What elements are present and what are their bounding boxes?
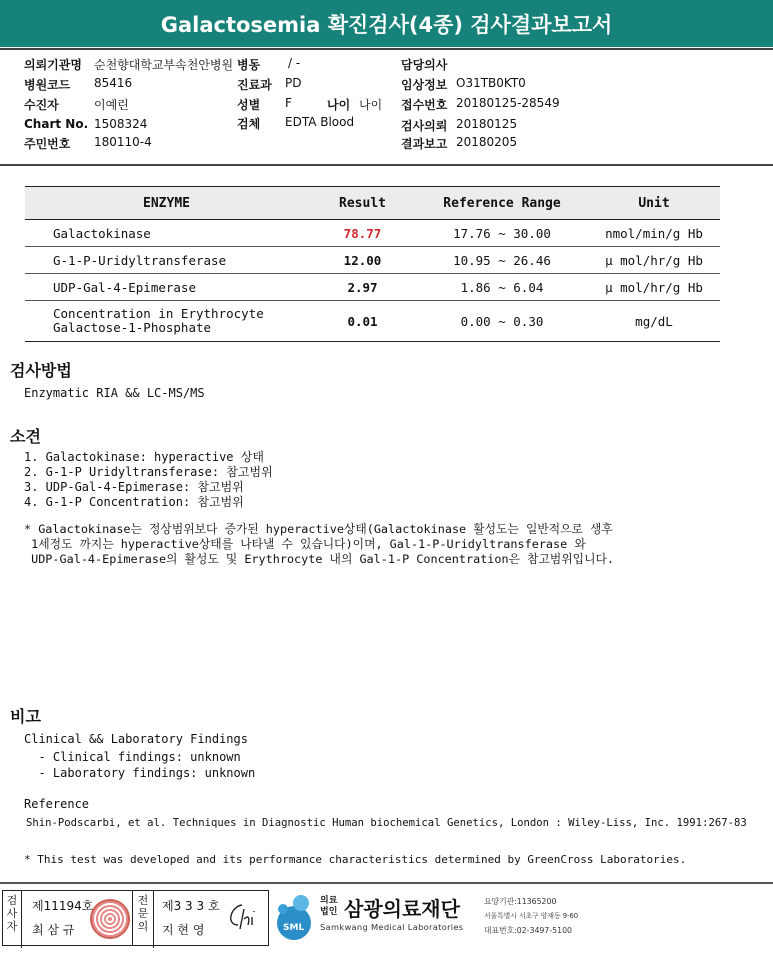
result-value: 2.97 [309, 274, 416, 301]
col-header-unit: Unit [588, 187, 720, 220]
unit: μ mol/hr/g Hb [588, 274, 720, 301]
report-title: Galactosemia 확진검사(4종) 검사결과보고서 [0, 0, 773, 47]
lab-phone: 대표번호:02-3497-5100 [484, 926, 572, 935]
enzyme-name-line2: Galactose-1-Phosphate [53, 320, 212, 335]
specialist-cell [154, 891, 267, 945]
report-date-label: 결과보고 [401, 137, 448, 151]
reference-label: Reference [24, 797, 90, 811]
request-value: 20180125 [456, 117, 518, 131]
finding-item: 2. G-1-P Uridyltransferase: 참고범위 [24, 465, 273, 479]
findings-note-line: 1세정도 까지는 hyperactive상태를 나타낼 수 있습니다)이며, Gal-1-P-Uridyltransferase 와 [24, 537, 586, 551]
findings-note-line: UDP-Gal-4-Epimerase의 활성도 및 Erythrocyte 내의 Gal-1-P Concentration은 참고범위입니다. [24, 552, 614, 566]
specialist-name: 지 현 영 [162, 923, 205, 937]
institution-label: 의뢰기관명 [24, 58, 82, 72]
reference-range: 17.76 ~ 30.00 [416, 220, 588, 247]
chart-label: Chart No. [24, 117, 89, 131]
footer-rule [0, 882, 773, 884]
unit: mg/dL [588, 301, 720, 342]
enzyme-name-line1: Concentration in Erythrocyte [53, 306, 264, 321]
tester-name: 최 삼 규 [32, 923, 75, 937]
ward-value: / - [288, 56, 301, 70]
specialist-license: 제3 3 3 호 [162, 899, 220, 913]
table-row [25, 220, 720, 247]
col-header-enzyme: ENZYME [25, 187, 309, 220]
dept-label: 진료과 [237, 78, 272, 92]
finding-item: 4. G-1-P Concentration: 참고범위 [24, 495, 244, 509]
dept-value: PD [285, 76, 302, 90]
name-value: 이예린 [94, 98, 129, 112]
method-text: Enzymatic RIA && LC-MS/MS [24, 386, 205, 400]
result-value-high: 78.77 [309, 220, 416, 247]
tester-cell [22, 891, 133, 945]
remarks-line: Clinical && Laboratory Findings [24, 732, 248, 746]
tester-label: 검사자 [3, 891, 22, 948]
enzyme-name: Galactokinase [25, 220, 309, 247]
clinic-label: 임상정보 [401, 78, 448, 92]
hospcode-label: 병원코드 [24, 78, 71, 92]
unit: nmol/min/g Hb [588, 220, 720, 247]
doctor-label: 담당의사 [401, 58, 448, 72]
header-top-rule [0, 48, 773, 50]
chart-value: 1508324 [94, 117, 148, 131]
hospcode-value: 85416 [94, 76, 133, 90]
rrn-value: 180110-4 [94, 135, 152, 149]
finding-item: 1. Galactokinase: hyperactive 상태 [24, 450, 264, 464]
enzyme-name: G-1-P-Uridyltransferase [25, 247, 309, 274]
header-bottom-rule [0, 164, 773, 166]
reference-text: Shin-Podscarbi, et al. Techniques in Diagnostic Human biochemical Genetics, London : Wiley-Liss, Inc. 1991:267-83 [26, 817, 747, 829]
results-table [25, 186, 720, 342]
logo-small-2: 법인 [320, 907, 338, 917]
enzyme-name: UDP-Gal-4-Epimerase [25, 274, 309, 301]
logo-small-1: 의료 [320, 896, 338, 906]
findings-heading: 소견 [10, 427, 41, 446]
ward-label: 병동 [237, 58, 261, 72]
disclaimer-text: * This test was developed and its performance characteristics determined by GreenCross Laboratories. [24, 853, 687, 866]
official-seal-icon [90, 899, 130, 939]
enzyme-name [25, 301, 309, 342]
finding-item: 3. UDP-Gal-4-Epimerase: 참고범위 [24, 480, 244, 494]
reference-range: 10.95 ~ 26.46 [416, 247, 588, 274]
lab-name: 삼광의료재단 [344, 897, 460, 921]
findings-note-line: * Galactokinase는 정상범위보다 증가된 hyperactive상태(Galactokinase 활성도는 일반적으로 생후 [24, 522, 613, 536]
lab-address: 서울특별시 서초구 양재동 9-60 [484, 912, 579, 920]
remarks-line: - Clinical findings: unknown [24, 750, 241, 764]
tester-license: 제11194호 [32, 899, 94, 913]
result-value: 0.01 [309, 301, 416, 342]
logo-badge-text: SML [283, 923, 305, 933]
receipt-label: 접수번호 [401, 98, 448, 112]
age-label: 나이 [327, 98, 351, 112]
method-heading: 검사방법 [10, 361, 72, 380]
report-date-value: 20180205 [456, 135, 518, 149]
col-header-result: Result [309, 187, 416, 220]
reference-range: 0.00 ~ 0.30 [416, 301, 588, 342]
request-label: 검사의뢰 [401, 119, 448, 133]
lab-name-en: Samkwang Medical Laboratories [320, 922, 464, 932]
col-header-range: Reference Range [416, 187, 588, 220]
clinic-value: O31TB0KT0 [456, 76, 526, 90]
specimen-label: 검체 [237, 117, 261, 131]
remarks-heading: 비고 [10, 707, 41, 726]
age-value: 나이 [359, 98, 383, 112]
logo-corp-label [320, 896, 337, 918]
table-row [25, 274, 720, 301]
specimen-value: EDTA Blood [285, 115, 355, 129]
sex-value: F [285, 96, 292, 110]
signature-icon [224, 901, 260, 933]
receipt-value: 20180125-28549 [456, 96, 560, 110]
signature-box [2, 890, 269, 946]
lab-code: 요양기관:11365200 [484, 897, 557, 906]
specialist-label: 전문의 [133, 891, 154, 948]
sex-label: 성별 [237, 98, 261, 112]
table-row [25, 247, 720, 274]
name-label: 수진자 [24, 98, 59, 112]
result-value: 12.00 [309, 247, 416, 274]
table-row [25, 301, 720, 342]
sml-logo-icon [271, 893, 317, 941]
reference-range: 1.86 ~ 6.04 [416, 274, 588, 301]
rrn-label: 주민번호 [24, 137, 71, 151]
institution-value: 순천향대학교부속천안병원 [94, 58, 234, 72]
unit: μ mol/hr/g Hb [588, 247, 720, 274]
table-header-row [25, 187, 720, 220]
remarks-line: - Laboratory findings: unknown [24, 766, 256, 780]
